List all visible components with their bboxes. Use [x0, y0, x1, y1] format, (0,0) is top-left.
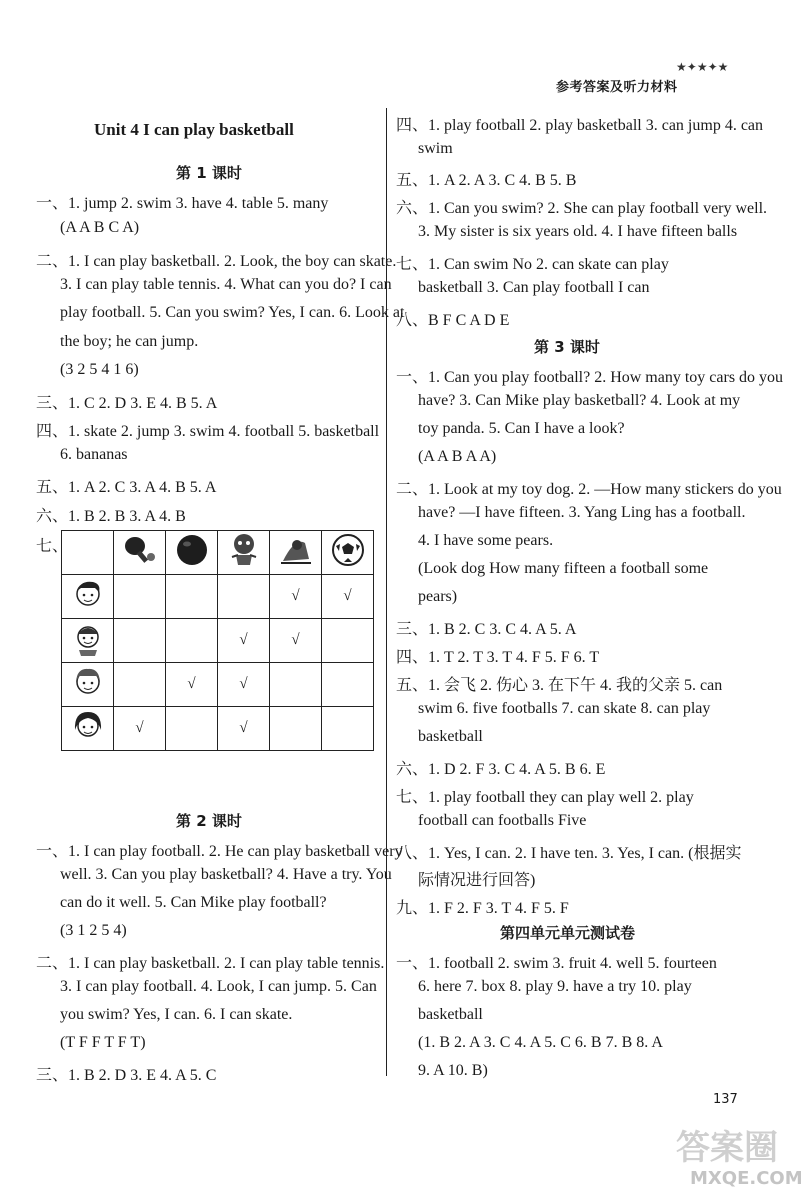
answer-line: the boy; he can jump. — [60, 333, 199, 350]
answer-line: well. 3. Can you play basketball? 4. Have a try. You — [60, 866, 392, 883]
table-cell — [166, 707, 218, 751]
table-cell: √ — [218, 707, 270, 751]
answer-line: play football. 5. Can you swim? Yes, I can. 6. Look at — [60, 304, 405, 321]
answer-line: (A A B A A) — [418, 448, 497, 465]
table-cell: √ — [270, 619, 322, 663]
girl-avatar-icon — [62, 707, 114, 751]
unit-title: Unit 4 I can play basketball — [94, 120, 294, 139]
table-cell — [166, 619, 218, 663]
table-cell — [270, 707, 322, 751]
answer-line: (T F F T F T) — [60, 1034, 146, 1051]
answer-line: swim — [418, 140, 453, 157]
answer-line: 六、1. Can you swim? 2. She can play football very well. — [396, 200, 768, 217]
answer-line: 七、1. Can swim No 2. can skate can play — [396, 256, 669, 273]
answer-line: 五、1. A 2. A 3. C 4. B 5. B — [396, 172, 577, 189]
table-cell — [114, 575, 166, 619]
answer-line: 三、1. B 2. D 3. E 4. A 5. C — [36, 1067, 217, 1084]
lesson2-title: 第 2 课时 — [176, 812, 242, 830]
table-cell — [322, 663, 374, 707]
corner-cell — [62, 531, 114, 575]
page-number: 137 — [713, 1092, 738, 1107]
answer-line: 9. A 10. B) — [418, 1062, 488, 1079]
header-title: 参考答案及听力材料 — [556, 80, 678, 95]
lesson3-title: 第 3 课时 — [534, 338, 600, 356]
table-cell: √ — [114, 707, 166, 751]
monster-icon — [218, 531, 270, 575]
table-cell: √ — [270, 575, 322, 619]
table-cell — [166, 575, 218, 619]
answer-line: 4. I have some pears. — [418, 532, 554, 549]
answer-line: 三、1. B 2. C 3. C 4. A 5. A — [396, 621, 577, 638]
answer-line: (3 2 5 4 1 6) — [60, 361, 139, 378]
table-cell — [114, 619, 166, 663]
watermark-logo: 答案圈 — [676, 1128, 778, 1168]
answer-line: 一、1. I can play football. 2. He can play basketball very — [36, 843, 403, 860]
answer-line: 四、1. play football 2. play basketball 3. can jump 4. can — [396, 117, 764, 134]
answer-line: basketball — [418, 1006, 483, 1023]
answer-line: 八、1. Yes, I can. 2. I have ten. 3. Yes, I can. (根据实 — [396, 845, 742, 862]
answer-line: 三、1. C 2. D 3. E 4. B 5. A — [36, 395, 218, 412]
answer-line: (Look dog How many fifteen a football some — [418, 560, 709, 577]
answer-line: 二、1. Look at my toy dog. 2. —How many stickers do you — [396, 481, 782, 498]
table-header-row — [62, 531, 374, 575]
table-row — [62, 707, 374, 751]
answer-line: have? 3. Can Mike play basketball? 4. Look at my — [418, 392, 741, 409]
answer-line: 一、1. jump 2. swim 3. have 4. table 5. many — [36, 195, 329, 212]
answer-line: 6. bananas — [60, 446, 128, 463]
answer-line: (1. B 2. A 3. C 4. A 5. C 6. B 7. B 8. A — [418, 1034, 663, 1051]
answer-line: (A A B C A) — [60, 219, 140, 236]
skate-icon — [270, 531, 322, 575]
table-row — [62, 575, 374, 619]
stars-decoration: ★✦★✦★ — [676, 60, 729, 74]
answer-line: 3. My sister is six years old. 4. I have fifteen balls — [418, 223, 738, 240]
answer-line: toy panda. 5. Can I have a look? — [418, 420, 625, 437]
answer-line: have? —I have fifteen. 3. Yang Ling has a football. — [418, 504, 746, 521]
table-cell: √ — [218, 663, 270, 707]
table-cell — [322, 707, 374, 751]
answer-line: 二、1. I can play basketball. 2. Look, the boy can skate. — [36, 253, 397, 270]
answer-line: 一、1. Can you play football? 2. How many toy cars do you — [396, 369, 784, 386]
answer-line: you swim? Yes, I can. 6. I can skate. — [60, 1006, 293, 1023]
answer-line: basketball 3. Can play football I can — [418, 279, 650, 296]
answer-line: 九、1. F 2. F 3. T 4. F 5. F — [396, 900, 569, 917]
answer-line: 七、1. play football they can play well 2. play — [396, 789, 694, 806]
answer-line: football can footballs Five — [418, 812, 587, 829]
table-cell — [218, 575, 270, 619]
table-tennis-icon — [114, 531, 166, 575]
table-cell: √ — [218, 619, 270, 663]
answer-line: 八、B F C A D E — [396, 312, 510, 329]
table-label: 七、 — [36, 538, 69, 555]
answer-line: 四、1. T 2. T 3. T 4. F 5. F 6. T — [396, 649, 600, 666]
answer-line: pears) — [418, 588, 458, 605]
boy-avatar-icon — [62, 619, 114, 663]
table-cell — [114, 663, 166, 707]
table-cell: √ — [322, 575, 374, 619]
activity-table — [61, 530, 374, 751]
table-row — [62, 663, 374, 707]
answer-line: 一、1. football 2. swim 3. fruit 4. well 5. fourteen — [396, 955, 717, 972]
answer-line: 五、1. A 2. C 3. A 4. B 5. A — [36, 479, 217, 496]
answer-line: 3. I can play football. 4. Look, I can jump. 5. Can — [60, 978, 377, 995]
table-cell — [270, 663, 322, 707]
answer-line: can do it well. 5. Can Mike play football? — [60, 894, 327, 911]
answer-line: 6. here 7. box 8. play 9. have a try 10. play — [418, 978, 692, 995]
watermark-url: MXQE.COM — [690, 1168, 803, 1189]
lesson1-title: 第 1 课时 — [176, 164, 242, 182]
answer-line: swim 6. five footballs 7. can skate 8. can play — [418, 700, 711, 717]
answer-line: 际情况进行回答) — [418, 872, 536, 889]
answer-line: basketball — [418, 728, 483, 745]
answer-line: 六、1. B 2. B 3. A 4. B — [36, 508, 186, 525]
unit-test-title: 第四单元单元测试卷 — [500, 924, 636, 942]
table-row — [62, 619, 374, 663]
girl-avatar-icon — [62, 663, 114, 707]
answer-line: (3 1 2 5 4) — [60, 922, 127, 939]
football-icon — [322, 531, 374, 575]
answer-line: 五、1. 会飞 2. 伤心 3. 在下午 4. 我的父亲 5. can — [396, 677, 723, 694]
ball-icon — [166, 531, 218, 575]
answer-line: 四、1. skate 2. jump 3. swim 4. football 5. basketball — [36, 423, 380, 440]
table-cell — [322, 619, 374, 663]
answer-line: 3. I can play table tennis. 4. What can you do? I can — [60, 276, 392, 293]
answer-line: 六、1. D 2. F 3. C 4. A 5. B 6. E — [396, 761, 606, 778]
answer-line: 二、1. I can play basketball. 2. I can play table tennis. — [36, 955, 385, 972]
table-cell: √ — [166, 663, 218, 707]
boy-avatar-icon — [62, 575, 114, 619]
